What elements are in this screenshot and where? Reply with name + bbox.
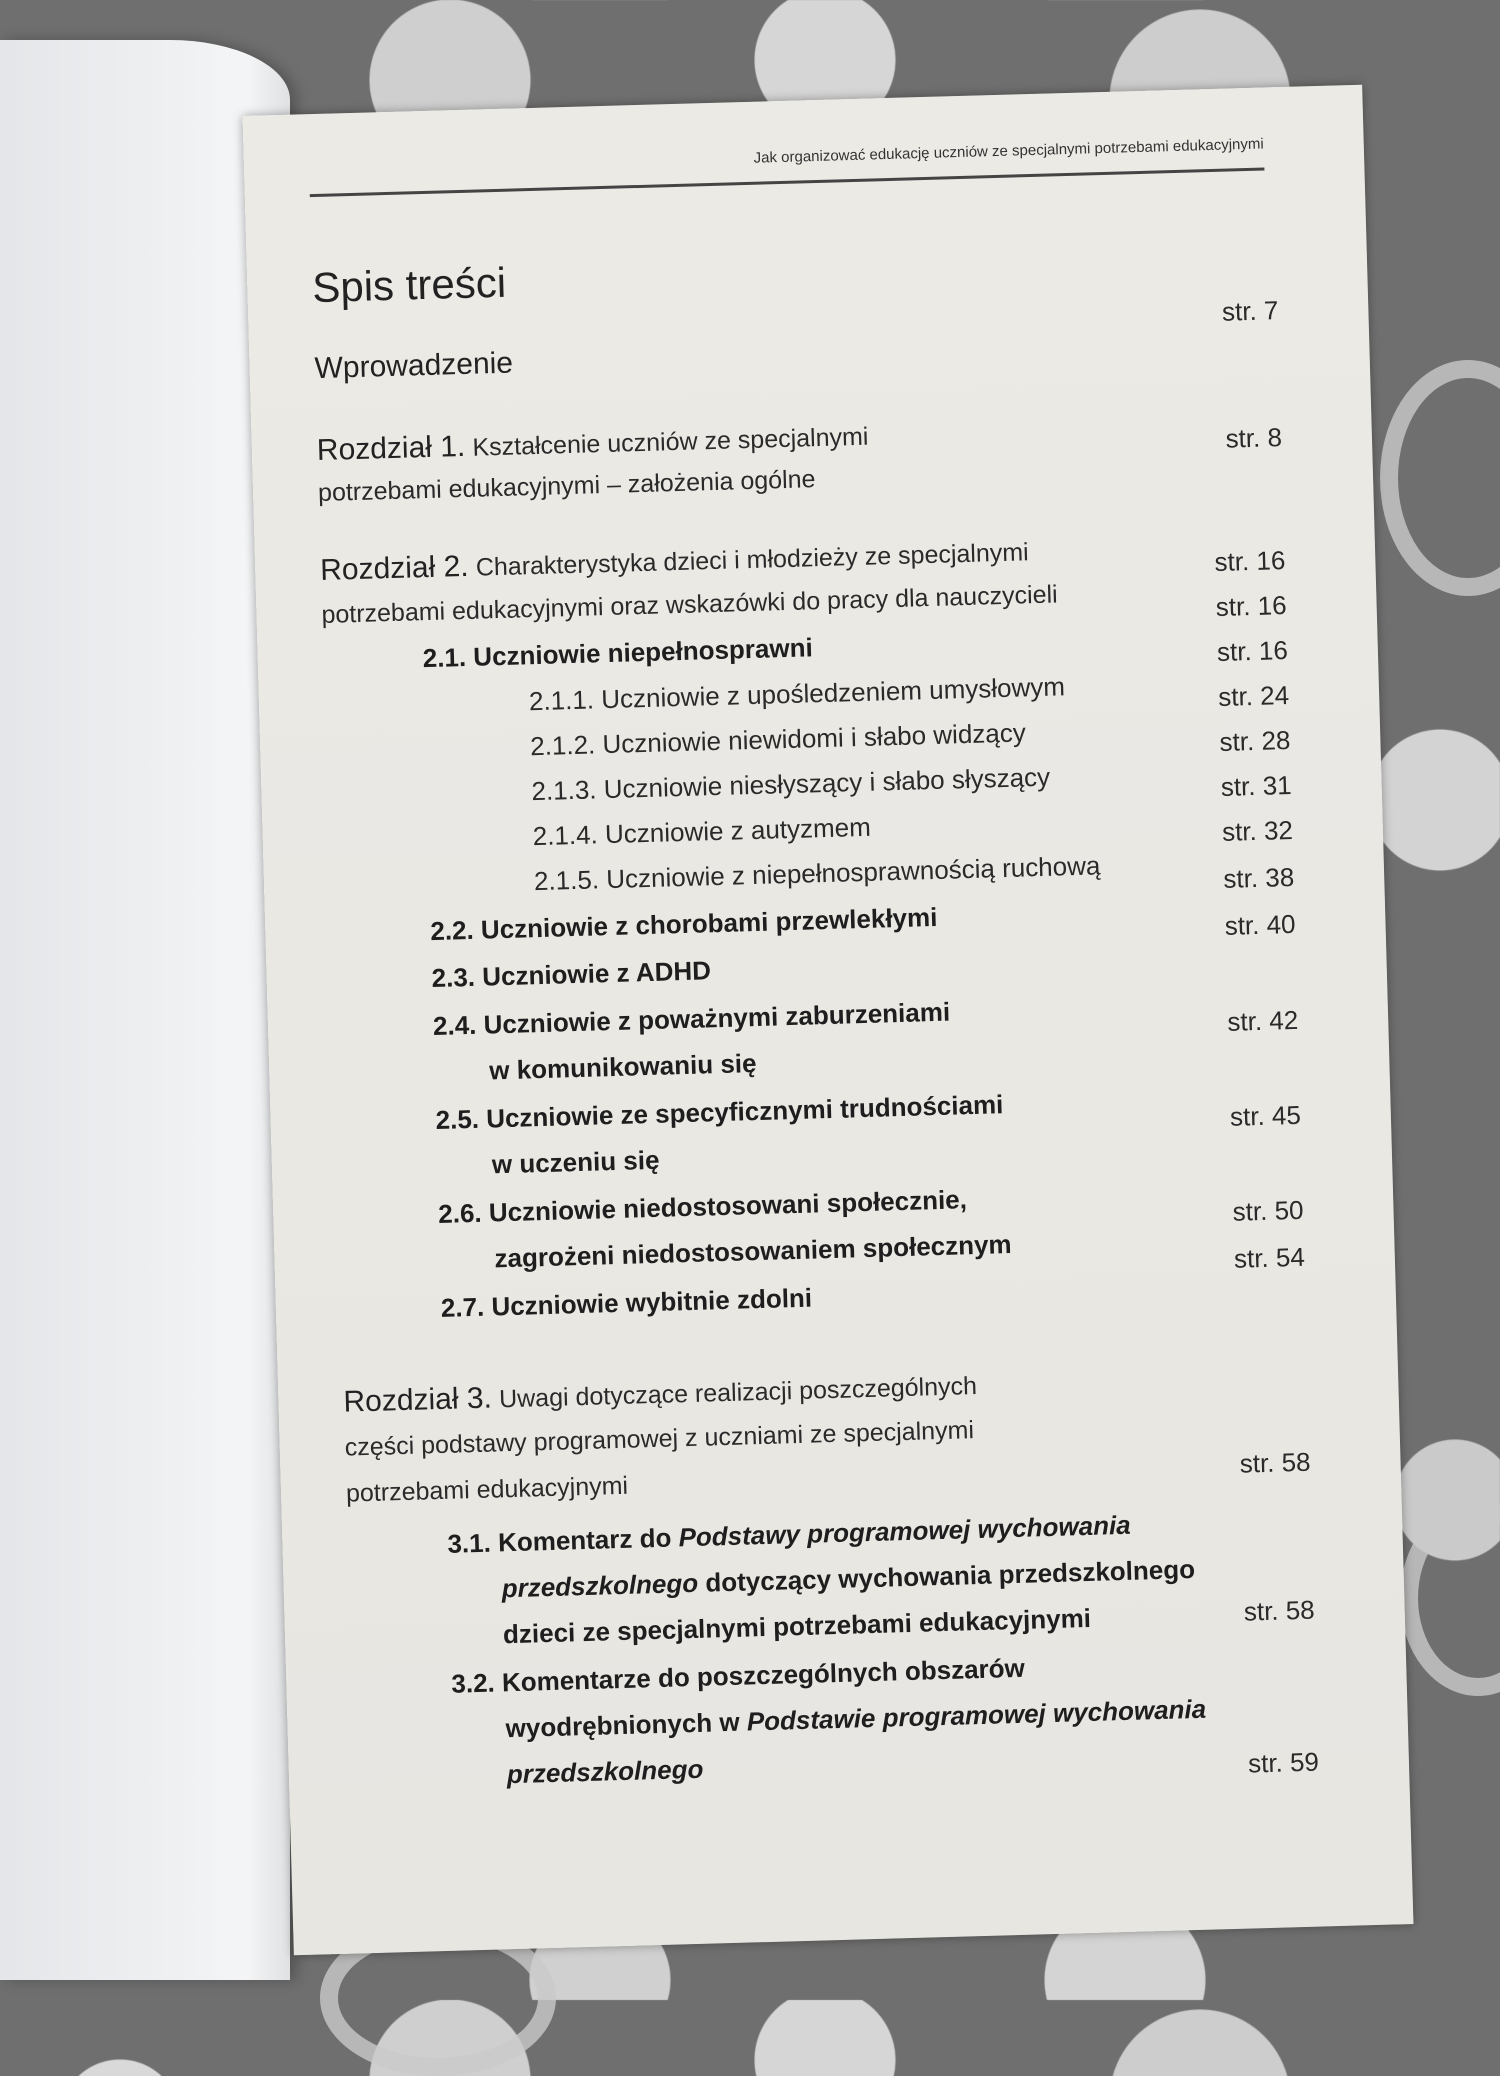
toc-page-2-5: str. 45	[1229, 1099, 1302, 1132]
toc-page-2-6: str. 50	[1232, 1194, 1304, 1227]
toc-page-2-1-5: str. 32	[1221, 814, 1294, 847]
section-text: Komentarze do poszczególnych obszarów	[501, 1652, 1026, 1698]
section-text: Komentarz do	[497, 1522, 672, 1558]
chapter-title: Kształcenie uczniów ze specjalnymi	[472, 422, 869, 462]
fabric-pattern	[1380, 360, 1500, 596]
toc-entry-2-6-line2: zagrożeni niedostosowaniem społecznym	[494, 1228, 1012, 1274]
chapter-prefix: Rozdział 2.	[319, 549, 470, 587]
toc-entry-2-1: 2.1. Uczniowie niepełnosprawni	[422, 632, 814, 674]
section-italic: przedszkolnego	[501, 1567, 699, 1604]
toc-entry-3-2-line3	[507, 1754, 704, 1790]
toc-page-3-2: str. 59	[1247, 1746, 1320, 1779]
toc-entry-2-4-line2: w komunikowaniu się	[488, 1048, 757, 1086]
toc-entry-3-2-line2	[505, 1694, 1206, 1745]
section-text: dotyczący wychowania przedszkolnego	[704, 1553, 1196, 1598]
section-italic: Podstawy programowej wychowania	[678, 1509, 1132, 1553]
running-header: Jak organizować edukację uczniów ze specjalnymi potrzebami edukacyjnymi	[753, 135, 1264, 167]
chapter-title: Uwagi dotyczące realizacji poszczególnych	[498, 1371, 978, 1414]
table-of-contents	[243, 85, 1414, 1956]
toc-page-2-1-3: str. 28	[1219, 724, 1291, 757]
toc-entry-2-4: 2.4. Uczniowie z poważnymi zaburzeniami	[432, 996, 951, 1042]
toc-page-ch3: str. 58	[1239, 1446, 1311, 1479]
chapter-title: Charakterystyka dzieci i młodzieży ze specjalnymi	[475, 538, 1030, 582]
toc-entry-ch3	[343, 1368, 977, 1420]
toc-entry-ch3-line2: części podstawy programowej z uczniami ze specjalnymi	[344, 1416, 975, 1462]
toc-page-intro: str. 7	[1221, 295, 1279, 327]
toc-title: Spis treści	[311, 258, 507, 312]
toc-entry-ch1-line2: potrzebami edukacyjnymi – założenia ogólne	[317, 465, 816, 508]
fabric-pattern	[1400, 1500, 1500, 1696]
toc-page-2-1-2: str. 24	[1217, 680, 1290, 712]
toc-entry-2-3: 2.3. Uczniowie z ADHD	[431, 955, 712, 994]
toc-entry-3-1	[447, 1510, 1131, 1560]
chapter-prefix: Rozdział 1.	[316, 429, 466, 468]
section-text: wyodrębnionych w	[505, 1706, 741, 1744]
chapter-prefix: Rozdział 3.	[343, 1381, 493, 1419]
left-blank-page	[0, 40, 290, 1980]
toc-entry-2-7: 2.7. Uczniowie wybitnie zdolni	[440, 1282, 813, 1323]
toc-page-2-3: str. 40	[1224, 908, 1296, 941]
toc-page-ch2: str. 16	[1214, 545, 1286, 578]
toc-page-2-4: str. 42	[1226, 1004, 1299, 1037]
toc-entry-2-1-5: 2.1.5. Uczniowie z niepełnosprawnością ruchową	[533, 850, 1101, 897]
section-italic: przedszkolnego	[506, 1753, 704, 1790]
toc-entry-ch1	[316, 419, 868, 468]
toc-page-2-1: str. 16	[1215, 590, 1288, 623]
toc-entry-3-2	[451, 1653, 1025, 1700]
toc-entry-2-1-2: 2.1.2. Uczniowie niewidomi i słabo widzący	[529, 717, 1027, 762]
toc-page-2-7: str. 54	[1233, 1241, 1306, 1274]
toc-page-2-1-1: str. 16	[1216, 635, 1289, 667]
toc-page-2-2: str. 38	[1222, 861, 1295, 894]
toc-page-2-1-4: str. 31	[1220, 769, 1293, 802]
toc-page-ch1: str. 8	[1225, 422, 1283, 454]
section-number: 3.1.	[447, 1527, 492, 1559]
toc-entry-2-5: 2.5. Uczniowie ze specyficznymi trudnościami	[435, 1089, 1004, 1135]
toc-entry-ch2-line2: potrzebami edukacyjnymi oraz wskazówki do pracy dla nauczycieli	[321, 580, 1059, 629]
toc-entry-2-1-1: 2.1.1. Uczniowie z upośledzeniem umysłowym	[528, 671, 1066, 717]
toc-entry-ch3-line3: potrzebami edukacyjnymi	[345, 1471, 629, 1508]
toc-entry-2-5-line2: w uczeniu się	[491, 1144, 660, 1180]
toc-page-3-1: str. 58	[1243, 1594, 1316, 1627]
section-number: 3.2.	[450, 1667, 496, 1699]
toc-entry-2-2: 2.2. Uczniowie z chorobami przewlekłymi	[429, 901, 938, 947]
toc-entry-2-1-4: 2.1.4. Uczniowie z autyzmem	[532, 811, 872, 852]
toc-entry-2-6: 2.6. Uczniowie niedostosowani społecznie,	[437, 1184, 968, 1229]
toc-entry-3-1-line3: dzieci ze specjalnymi potrzebami edukacyjnymi	[502, 1602, 1092, 1650]
toc-entry-ch2	[320, 534, 1029, 588]
toc-entry-intro: Wprowadzenie	[314, 346, 514, 386]
toc-entry-3-1-line2	[501, 1554, 1195, 1604]
book-page	[243, 85, 1414, 1956]
section-italic: Podstawie programowej wychowania	[746, 1693, 1207, 1737]
toc-entry-2-1-3: 2.1.3. Uczniowie niesłyszący i słabo słyszący	[531, 761, 1051, 807]
